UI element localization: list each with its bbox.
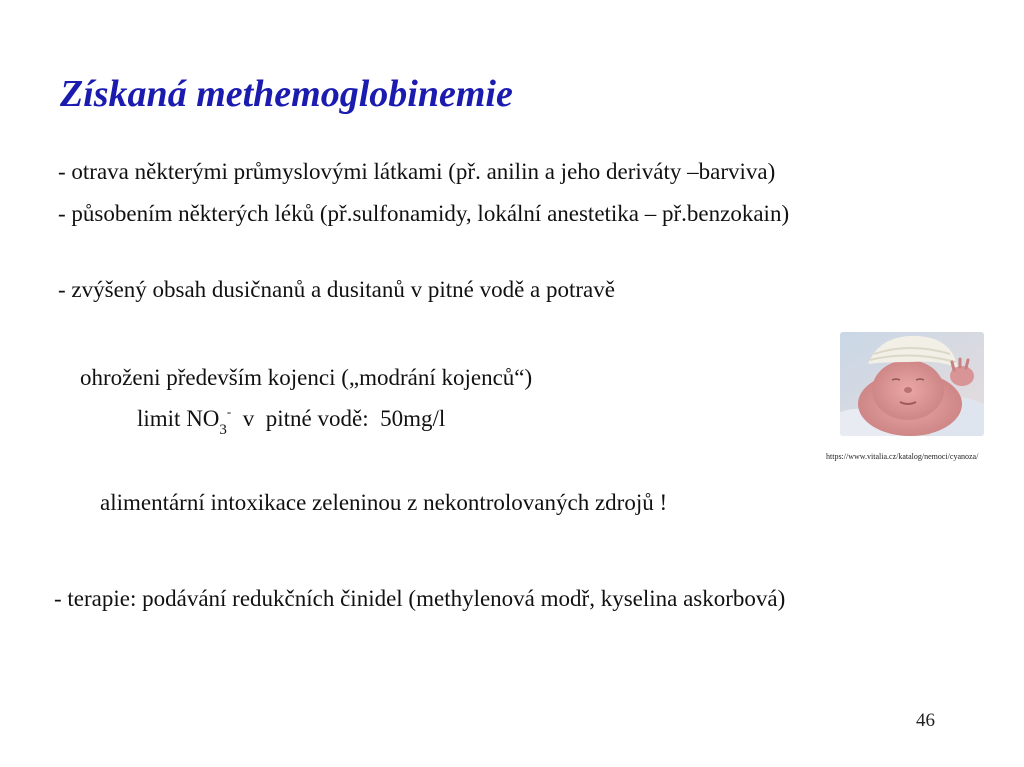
limit-subscript: 3 <box>219 422 227 438</box>
nitrate-limit-text <box>137 405 445 436</box>
limit-superscript: - <box>226 404 232 419</box>
infants-at-risk-text: ohroženi především kojenci („modrání kojenců“) <box>80 365 533 390</box>
limit-prefix: limit NO <box>137 406 220 431</box>
page-number: 46 <box>916 710 935 731</box>
cyanotic-infant-photo <box>840 332 984 436</box>
image-source-caption: https://www.vitalia.cz/katalog/nemoci/cyanoza/ <box>826 452 979 461</box>
bullet-nitrates: - zvýšený obsah dusičnanů a dusitanů v pitné vodě a potravě <box>58 277 615 302</box>
bullet-therapy: - terapie: podávání redukčních činidel (methylenová modř, kyselina askorbová) <box>54 586 786 611</box>
bullet-drugs: - působením některých léků (př.sulfonamidy, lokální anestetika – př.benzokain) <box>58 201 790 226</box>
infant-illustration <box>840 332 984 436</box>
alimentary-intoxication-text: alimentární intoxikace zeleninou z nekontrolovaných zdrojů ! <box>100 490 668 515</box>
bullet-industrial-substances: - otrava některými průmyslovými látkami (př. anilin a jeho deriváty –barviva) <box>58 159 776 184</box>
limit-suffix: v pitné vodě: 50mg/l <box>231 406 446 431</box>
slide-title: Získaná methemoglobinemie <box>60 73 513 115</box>
